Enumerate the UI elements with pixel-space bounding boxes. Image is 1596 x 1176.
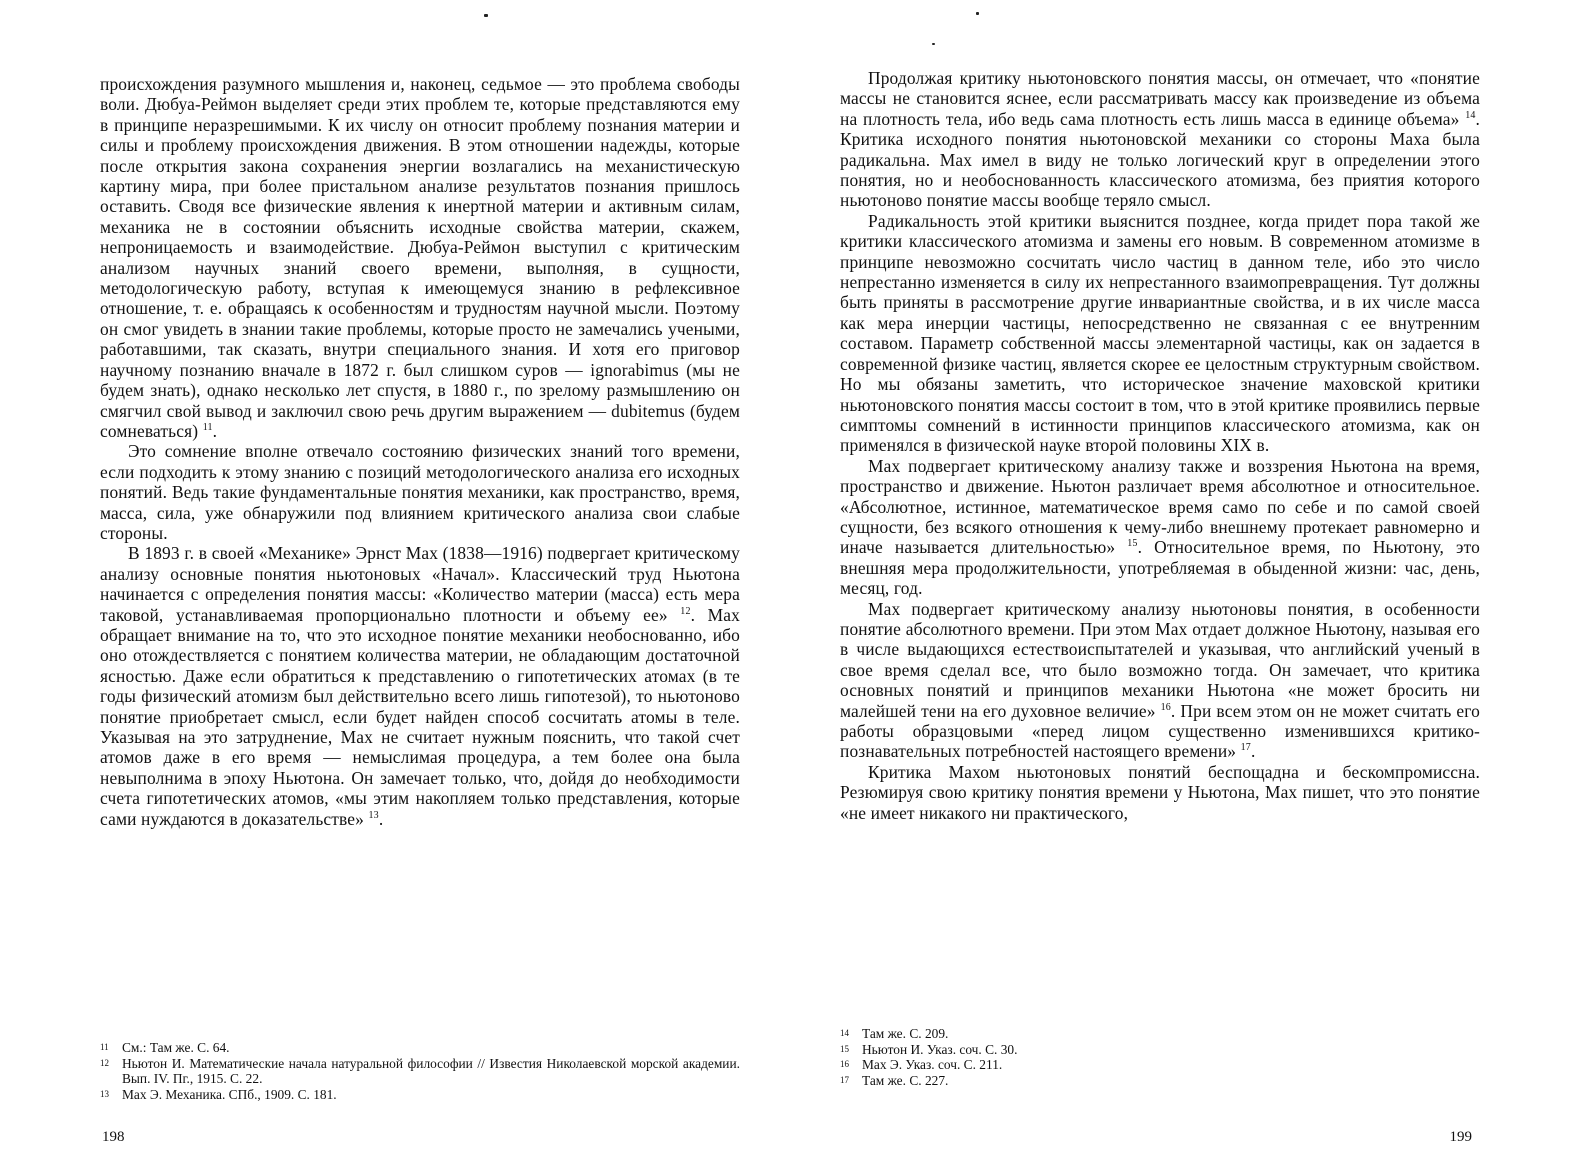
footnote [840,1026,1480,1042]
paragraph-text: . При всем этом он не может считать его работы образцовыми «перед лицом существенно изменившихся критико-познавательных потребностей настоящего времени» [840,700,1480,762]
footnote-text: Ньютон И. Математические начала натуральной философии // Известия Николаевской морской академии. Вып. IV. Пг., 1915. С. 22. [122,1055,740,1086]
footnote-text: Мах Э. Механика. СПб., 1909. С. 181. [122,1086,337,1102]
footnote-text: См.: Там же. С. 64. [122,1040,230,1055]
footnote-number: 17 [840,1074,849,1085]
footnote-text: Там же. С. 209. [862,1026,949,1041]
footnote [840,1073,1480,1089]
footnote-ref: 17 [1240,742,1251,754]
footnote [840,1057,1480,1073]
paragraph-text: Мах подвергает критическому анализу ньютоновы понятия, в особенности понятие абсолютного времени. При этом Мах отдает должное Ньютону, называя его в числе выдающихся естествоиспытателей и указывая, что английский ученый в свое время сделал все, что было возможно тогда. Он замечает, что критика основных понятий и принципов механики Ньютона «не может бросить ни малейшей тени на его духовное величие» [840,598,1480,721]
footnote [100,1087,740,1103]
paragraph-text: . Мах обращает внимание на то, что это исходное понятие механики необоснованно, ибо оно отождествляется с понятием количества материи, не обладающим достаточной ясностью. Даже если обратиться к представлению о гипотетических атомах (в те годы физический атомизм был действительно всего лишь гипотезой), то ньютоново понятие приобретает смысл, если будет найден способ сосчитать атомы в теле. Указывая на это затруднение, Мах не считает нужным пояснить, что такой счет атомов даже в его время — немыслимая процедура, а тем более она была невыполнима в эпоху Ньютона. Он замечает только, что, дойдя до необходимости счета гипотетических атомов, «мы этим накопляем только представления, которые сами нуждаются в доказательстве» [100,604,741,829]
footnote-number: 15 [840,1043,849,1054]
right-body-text [840,68,1480,823]
paragraph: Это сомнение вполне отвечало состоянию физических знаний того времени, если подходить к этому знанию с позиций методологического анализа его исходных понятий. Ведь такие фундаментальные понятия механики, как пространство, время, масса, сила, уже обнаружили под влиянием критического анализа свои слабые стороны. [100,441,740,543]
paragraph-text: Продолжая критику ньютоновского понятия массы, он отмечает, что «понятие массы не становится яснее, если рассматривать массу как произведение из объема на плотность тела, ибо ведь сама плотность есть лишь масса в единице объема» [840,68,1480,129]
paragraph: В 1893 г. в своей «Механике» Эрнст Мах (1838—1916) подвергает критическому анализу основные понятия ньютоновых «Начал». Классический труд Ньютона начинается с определения понятия массы: «Количество материи (масса) есть мера таковой, устанавливаемая пропорционально плотности и объему ее» $^{12}$. Мах обращает внимание на то, что это исходное понятие механики необоснованно, ибо оно отождествляется с понятием количества материи, не обладающим достаточной ясностью. Даже если обратиться к представлению о гипотетических атомах (в те годы физический атомизм был действительно всего лишь гипотезой), то ньютоново понятие приобретает смысл, если будет найден способ сосчитать атомы в теле. Указывая на это затруднение, Мах не считает нужным пояснить, что такой счет атомов даже в его время — немыслимая процедура, а тем более она была невыполнима в эпоху Ньютона. Он замечает только, что, дойдя до необходимости счета гипотетических атомов, «мы этим накопляем только представления, которые сами нуждаются в доказательстве» $^{13}$. [100,543,741,829]
paragraph-text: В 1893 г. в своей «Механике» Эрнст Мах (1838—1916) подвергает критическому анализу основные понятия ньютоновых «Начал». Классический труд Ньютона начинается с определения понятия массы: «Количество материи (масса) есть мера таковой, устанавливаемая пропорционально плотности и объему ее» [100,543,740,625]
paragraph: Критика Махом ньютоновых понятий беспощадна и бескомпромиссна. Резюмируя свою критику понятия времени у Ньютона, Мах пишет, что это понятие «не имеет никакого ни практического, [840,761,1480,823]
footnote-number: 16 [840,1059,849,1069]
footnote-number: 13 [100,1088,109,1099]
footnote [840,1042,1480,1058]
paragraph [840,456,1480,599]
paragraph-text: . Критика исходного понятия ньютоновской механики со стороны Маха была радикальна. Мах имел в виду не только логический круг в определении этого понятия, но и необоснованность классического атомизма, без приятия которого ньютоново понятие массы вообще теряло смысл. [840,108,1480,211]
right-footnotes [840,1026,1480,1088]
page-number: 199 [1449,1129,1472,1145]
footnote-ref: 11 [202,422,213,434]
footnote-ref: 13 [368,809,379,821]
footnote [100,1056,740,1087]
footnote-number: 14 [840,1028,849,1038]
footnote-text: Ньютон И. Указ. соч. С. 30. [862,1041,1018,1057]
paragraph-text: . Относительное время, по Ньютону, это внешняя мера продолжительности, употребляемая в обыденной жизни: час, день, месяц, год. [840,537,1480,599]
paragraph: происхождения разумного мышления и, наконец, седьмое — это проблема свободы воли. Дюбуа-Реймон выделяет среди этих проблем те, которые представляются ему в принципе неразрешимыми. К их числу он относит проблему познания материи и силы и проблему происхождения движения. В этом отношении надежды, которые после открытия закона сохранения энергии возлагались на механистическую картину мира, при более пристальном анализе результатов познания пришлось оставить. Сводя все физические явления к инертной материи и активным силам, механика не в состоянии объяснить исходные свойства материи, скажем, непроницаемость и взаимодействие. Дюбуа-Реймон выступил с критическим анализом научных знаний своего времени, выполняя, в сущности, методологическую работу, вступая к имеющемуся знанию в рефлексивное отношение, т. е. обращаясь к особенностям и трудностям научной мысли. Поэтому он смог увидеть в знании такие проблемы, которые просто не замечались учеными, работавшими, так сказать, внутри специального знания. И хотя его приговор научному познанию вначале в 1872 г. был слишком суров — ignorabimus (мы не будем знать), однако несколько лет спустя, в 1880 г., по зрелому размышлению он смягчил свой вывод и заключил свою речь другим выражением — dubitemus (будем сомневаться) $^{11}$. [100,74,740,441]
footnote-number: 11 [100,1042,109,1052]
paragraph: Мах подвергает критическому анализу ньютоновы понятия, в особенности понятие абсолютного времени. При этом Мах отдает должное Ньютону, называя его в числе выдающихся естествоиспытателей и указывая, что английский ученый в свое время сделал все, что было возможно тогда. Он замечает, что критика основных понятий и принципов механики Ньютона «не может бросить ни малейшей тени на его духовное величие» $^{16}$. При всем этом он не может считать его работы образцовыми «перед лицом существенно изменившихся критико-познавательных потребностей настоящего времени» $^{17}$. [840,598,1480,762]
paragraph-text: Мах подвергает критическому анализу также и воззрения Ньютона на время, пространство и движение. Ньютон различает время абсолютное и относительное. «Абсолютное, истинное, математическое время само по себе и по самой своей сущности, без всякого отношения к чему-либо внешнему протекает равномерно и иначе называется длительностью» [840,455,1480,558]
paragraph-text: происхождения разумного мышления и, наконец, седьмое — это проблема свободы воли. Дюбуа-Реймон выделяет среди этих проблем те, которые представляются ему в принципе неразрешимыми. К их числу он относит проблему познания материи и силы и проблему происхождения движения. В этом отношении надежды, которые после открытия закона сохранения энергии возлагались на механистическую картину мира, при более пристальном анализе результатов познания пришлось оставить. Сводя все физические явления к инертной материи и активным силам, механика не в состоянии объяснить исходные свойства материи, скажем, непроницаемость и взаимодействие. Дюбуа-Реймон выступил с критическим анализом научных знаний своего времени, выполняя, в сущности, методологическую работу, вступая к имеющемуся знанию в рефлексивное отношение, т. е. обращаясь к особенностям и трудностям научной мысли. Поэтому он смог увидеть в знании такие проблемы, которые просто не замечались учеными, работавшими, так сказать, внутри специального знания. И хотя его приговор научному познанию вначале в 1872 г. был слишком суров — ignorabimus (мы не будем знать), однако несколько лет спустя, в 1880 г., по зрелому размышлению он смягчил свой вывод и заключил свою речь другим выражением — dubitemus (будем сомневаться) [100,74,740,441]
paragraph [840,68,1480,211]
left-footnotes [100,1040,740,1102]
paragraph: Радикальность этой критики выяснится позднее, когда придет пора такой же критики классического атомизма и замены его новым. В современном атомизме в принципе невозможно сосчитать число частиц в данном теле, ибо это число непрестанно изменяется в силу их непрестанного взаимопревращения. Тут должны быть приняты в рассмотрение другие инвариантные свойства, и в их числе масса как мера инерции частицы, непосредственно не связанная с ее внутренним составом. Параметр собственной массы элементарной частицы, как он задается в современной физике частиц, является скорее ее целостным структурным свойством. Но мы обязаны заметить, что историческое значение маховской критики ньютоновского понятия массы состоит в том, что в этой критике проявились первые симптомы сомнений в истинности принципов классического атомизма, как он применялся в физической науке второй половины XIX в. [840,210,1480,456]
page-number: 198 [102,1129,125,1145]
footnote-ref: 12 [680,605,691,617]
left-page [100,0,740,1176]
footnote-number: 12 [100,1057,109,1068]
footnote-ref: 16 [1160,701,1171,713]
footnote-text: Там же. С. 227. [862,1072,949,1088]
footnote-text: Мах Э. Указ. соч. С. 211. [862,1057,1003,1072]
footnote [100,1040,740,1056]
left-body-text [100,74,740,829]
right-page [840,0,1480,1176]
footnote-ref: 15 [1127,538,1138,550]
footnote-ref: 14 [1465,110,1476,122]
